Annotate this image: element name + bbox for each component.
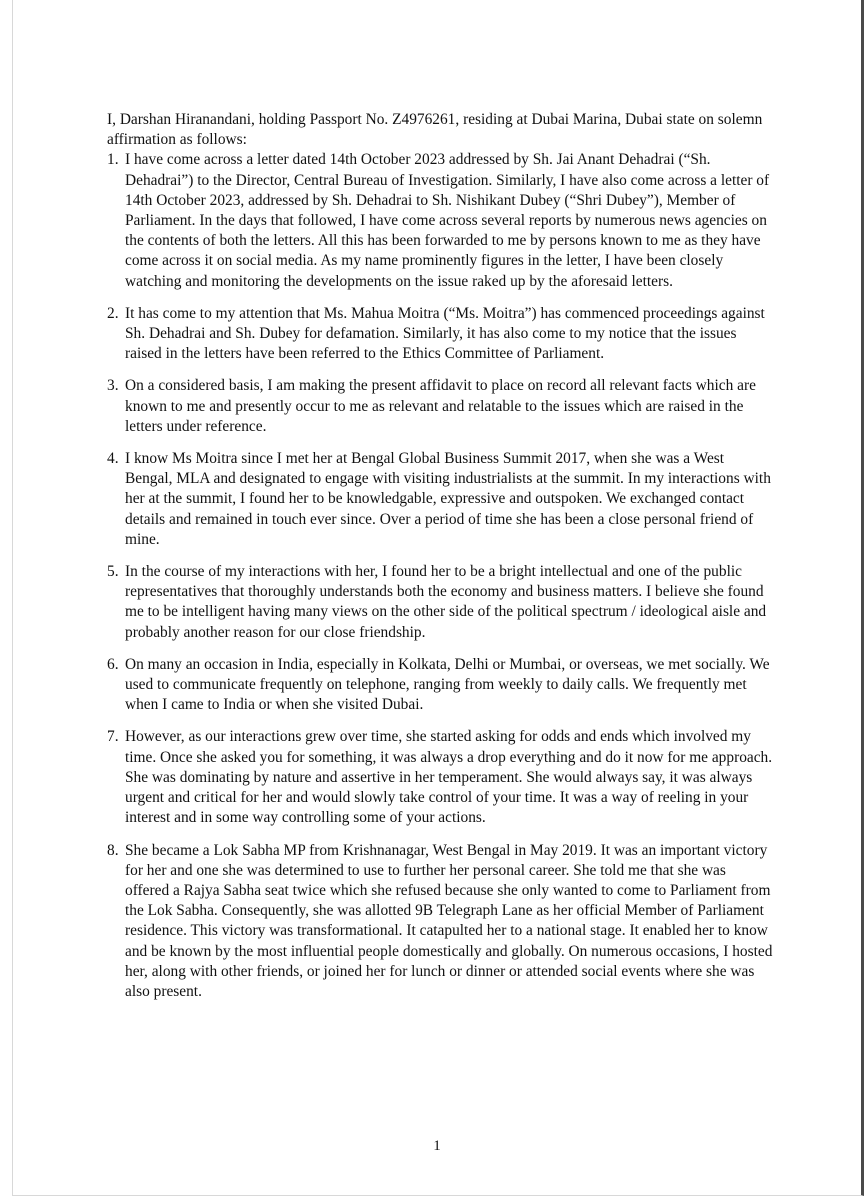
paragraph-text: It has come to my attention that Ms. Mahua Moitra (“Ms. Moitra”) has commenced proceedings against Sh. Dehadrai and Sh. Dubey for defamation. Similarly, it has also come to my notice that the issues raised in the letters have been referred to the Ethics Committee of Parliament.	[125, 304, 765, 363]
paragraph-number: 2.	[107, 304, 119, 322]
paragraph-number: 8.	[107, 841, 119, 859]
paragraph-text: I know Ms Moitra since I met her at Bengal Global Business Summit 2017, when she was a West Bengal, MLA and designated to engage with visiting industrialists at the summit. In my interactions with her at the summit, I found her to be knowledgable, expressive and outspoken. We exchanged contact details and remained in touch ever since. Over a period of time she has been a close personal friend of mine.	[125, 450, 771, 548]
paragraph-number: 1.	[107, 151, 119, 169]
paragraph-number: 6.	[107, 655, 119, 673]
paragraph-1	[107, 150, 773, 291]
paragraph-3	[107, 376, 773, 437]
paragraph-text: On many an occasion in India, especially in Kolkata, Delhi or Mumbai, or overseas, we met socially. We used to communicate frequently on telephone, ranging from weekly to daily calls. We frequently met when I came to India or when she visited Dubai.	[125, 655, 770, 714]
page-number: 1	[433, 1138, 441, 1154]
paragraph-7	[107, 727, 773, 828]
affidavit-intro: I, Darshan Hiranandani, holding Passport No. Z4976261, residing at Dubai Marina, Dubai state on solemn affirmation as follows:	[107, 111, 763, 149]
paragraph-text: In the course of my interactions with her, I found her to be a bright intellectual and one of the public representatives that thoroughly understands both the economy and business matters. I believe she found me to be intelligent having many views on the other side of the political spectrum / ideological aisle and probably another reason for our close friendship.	[125, 563, 767, 641]
paragraph-number: 7.	[107, 728, 119, 746]
paragraph-4	[107, 449, 773, 550]
paragraph-text: She became a Lok Sabha MP from Krishnanagar, West Bengal in May 2019. It was an important victory for her and one she was determined to use to further her personal career. She told me that she was offered a Rajya Sabha seat twice which she refused because she only wanted to come to Parliament from the Lok Sabha. Consequently, she was allotted 9B Telegraph Lane as her official Member of Parliament residence. This victory was transformational. It catapulted her to a national stage. It enabled her to know and be known by the most influential people domestically and globally. On numerous occasions, I hosted her, along with other friends, or joined her for lunch or dinner or attended social events where she was also present.	[125, 841, 773, 1000]
paragraph-number: 3.	[107, 377, 119, 395]
paragraph-6	[107, 655, 773, 716]
document-page	[12, 0, 864, 1196]
paragraph-text: However, as our interactions grew over time, she started asking for odds and ends which involved my time. Once she asked you for something, it was always a drop everything and do it now for me approach. She was dominating by nature and assertive in her temperament. She would always say, it was always urgent and critical for her and would slowly take control of your time. It was a way of reeling in your interest and in some way controlling some of your actions.	[125, 728, 773, 827]
document-body	[107, 110, 773, 1014]
paragraph-list	[107, 150, 773, 1002]
paragraph-8	[107, 841, 773, 1003]
paragraph-text: On a considered basis, I am making the present affidavit to place on record all relevant facts which are known to me and presently occur to me as relevant and relatable to the issues which are raised in the letters under reference.	[125, 377, 756, 435]
paragraph-5	[107, 562, 773, 643]
paragraph-number: 4.	[107, 450, 119, 468]
paragraph-number: 5.	[107, 563, 119, 581]
paragraph-text: I have come across a letter dated 14th October 2023 addressed by Sh. Jai Anant Dehadrai (“Sh. Dehadrai”) to the Director, Central Bureau of Investigation. Similarly, I have also come across a letter of 14th October 2023, addressed by Sh. Dehadrai to Sh. Nishikant Dubey (“Shri Dubey”), Member of Parliament. In the days that followed, I have come across several reports by numerous news agencies on the contents of both the letters. All this has been forwarded to me by persons known to me as they have come across it on social media. As my name prominently figures in the letter, I have been closely watching and monitoring the developments on the issue raked up by the aforesaid letters.	[125, 151, 770, 290]
paragraph-2	[107, 304, 773, 365]
